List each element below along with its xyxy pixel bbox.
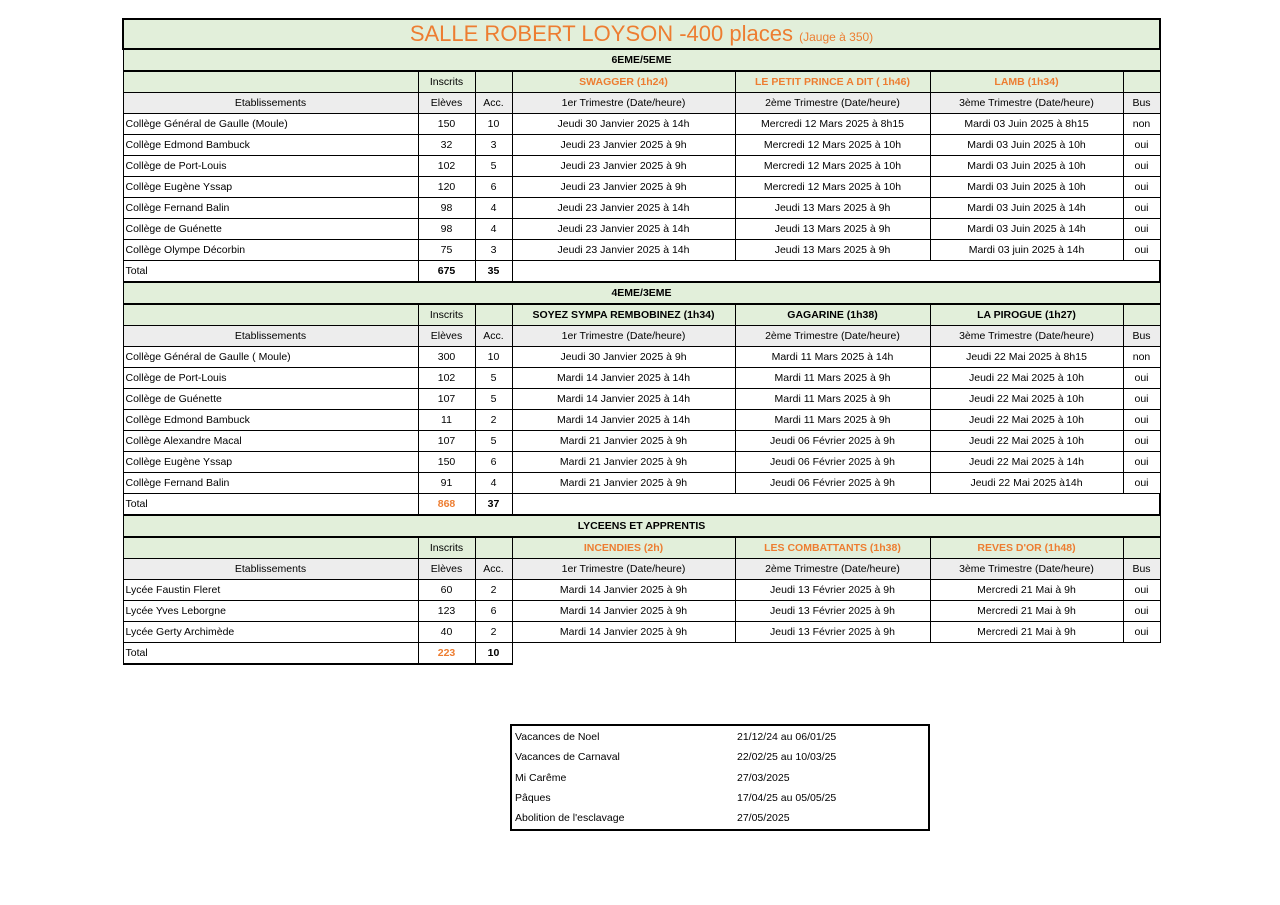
show-title: LA PIROGUE (1h27) xyxy=(930,304,1123,326)
date-t3: Mardi 03 Juin 2025 à 14h xyxy=(930,219,1123,240)
table-row xyxy=(123,135,1160,156)
date-t2: Mardi 11 Mars 2025 à 9h xyxy=(735,410,930,431)
total-row xyxy=(123,494,1160,516)
school-name: Collège Edmond Bambuck xyxy=(123,135,418,156)
holiday-row xyxy=(512,747,928,767)
bus-value: oui xyxy=(1123,452,1160,473)
school-name: Lycée Yves Leborgne xyxy=(123,601,418,622)
empty-cell xyxy=(123,304,418,326)
eleves-count: 102 xyxy=(418,156,475,177)
bus-value: oui xyxy=(1123,431,1160,452)
eleves-count: 11 xyxy=(418,410,475,431)
school-name: Lycée Faustin Fleret xyxy=(123,580,418,601)
date-t1: Jeudi 23 Janvier 2025 à 9h xyxy=(512,156,735,177)
trimester-2-header: 2ème Trimestre (Date/heure) xyxy=(735,326,930,347)
table-row xyxy=(123,219,1160,240)
date-t1: Jeudi 23 Janvier 2025 à 9h xyxy=(512,177,735,198)
date-t1: Jeudi 30 Janvier 2025 à 9h xyxy=(512,347,735,368)
section-header-row xyxy=(123,49,1160,71)
bus-value: oui xyxy=(1123,177,1160,198)
trimester-2-header: 2ème Trimestre (Date/heure) xyxy=(735,93,930,114)
holidays-box xyxy=(510,724,930,831)
table-row xyxy=(123,410,1160,431)
trimester-1-header: 1er Trimestre (Date/heure) xyxy=(512,326,735,347)
date-t1: Jeudi 30 Janvier 2025 à 14h xyxy=(512,114,735,135)
bus-value: oui xyxy=(1123,240,1160,261)
table-row xyxy=(123,156,1160,177)
eleves-count: 98 xyxy=(418,198,475,219)
bus-value: oui xyxy=(1123,219,1160,240)
date-t2: Mardi 11 Mars 2025 à 14h xyxy=(735,347,930,368)
date-t2: Jeudi 06 Février 2025 à 9h xyxy=(735,452,930,473)
bus-value: oui xyxy=(1123,389,1160,410)
eleves-count: 150 xyxy=(418,452,475,473)
school-name: Collège de Guénette xyxy=(123,389,418,410)
eleves-count: 120 xyxy=(418,177,475,198)
table-row xyxy=(123,622,1160,643)
date-t3: Jeudi 22 Mai 2025 à 8h15 xyxy=(930,347,1123,368)
date-t2: Mardi 11 Mars 2025 à 9h xyxy=(735,368,930,389)
table-row xyxy=(123,347,1160,368)
table-row xyxy=(123,431,1160,452)
acc-count: 3 xyxy=(475,240,512,261)
date-t2: Jeudi 13 Février 2025 à 9h xyxy=(735,601,930,622)
date-t3: Mardi 03 Juin 2025 à 14h xyxy=(930,198,1123,219)
date-t1: Mardi 14 Janvier 2025 à 14h xyxy=(512,389,735,410)
show-title: SOYEZ SYMPA REMBOBINEZ (1h34) xyxy=(512,304,735,326)
table-row xyxy=(123,452,1160,473)
holiday-name: Abolition de l'esclavage xyxy=(515,812,625,825)
table-row xyxy=(123,601,1160,622)
empty-cell xyxy=(123,537,418,559)
bus-value: oui xyxy=(1123,473,1160,494)
total-label: Total xyxy=(123,261,418,283)
bus-header: Bus xyxy=(1123,326,1160,347)
table-row xyxy=(123,368,1160,389)
date-t2: Jeudi 06 Février 2025 à 9h xyxy=(735,431,930,452)
school-name: Collège Général de Gaulle (Moule) xyxy=(123,114,418,135)
show-title: REVES D'OR (1h48) xyxy=(930,537,1123,559)
empty-cell xyxy=(123,71,418,93)
section-title: LYCEENS ET APPRENTIS xyxy=(123,515,1160,537)
eleves-count: 60 xyxy=(418,580,475,601)
etablissements-header: Etablissements xyxy=(123,559,418,580)
school-name: Collège Olympe Décorbin xyxy=(123,240,418,261)
total-acc: 37 xyxy=(475,494,512,516)
bus-value: non xyxy=(1123,347,1160,368)
eleves-count: 300 xyxy=(418,347,475,368)
bus-value: oui xyxy=(1123,135,1160,156)
show-title: GAGARINE (1h38) xyxy=(735,304,930,326)
date-t3: Mardi 03 Juin 2025 à 8h15 xyxy=(930,114,1123,135)
eleves-header: Elèves xyxy=(418,326,475,347)
empty-cell xyxy=(475,304,512,326)
school-name: Collège Fernand Balin xyxy=(123,473,418,494)
acc-count: 2 xyxy=(475,580,512,601)
acc-count: 4 xyxy=(475,198,512,219)
date-t1: Mardi 14 Janvier 2025 à 14h xyxy=(512,368,735,389)
bus-value: oui xyxy=(1123,622,1160,643)
acc-count: 5 xyxy=(475,389,512,410)
date-t3: Mardi 03 Juin 2025 à 10h xyxy=(930,177,1123,198)
empty-cell xyxy=(1123,537,1160,559)
acc-count: 2 xyxy=(475,622,512,643)
show-titles-row xyxy=(123,71,1160,93)
total-acc: 10 xyxy=(475,643,512,665)
total-acc: 35 xyxy=(475,261,512,283)
table-row xyxy=(123,240,1160,261)
empty-cell xyxy=(475,71,512,93)
acc-count: 10 xyxy=(475,347,512,368)
date-t2: Mercredi 12 Mars 2025 à 10h xyxy=(735,177,930,198)
holiday-row xyxy=(512,788,928,808)
total-eleves: 868 xyxy=(418,494,475,516)
trimester-3-header: 3ème Trimestre (Date/heure) xyxy=(930,559,1123,580)
school-name: Collège de Port-Louis xyxy=(123,156,418,177)
total-eleves: 223 xyxy=(418,643,475,665)
acc-count: 10 xyxy=(475,114,512,135)
eleves-count: 40 xyxy=(418,622,475,643)
date-t2: Mercredi 12 Mars 2025 à 8h15 xyxy=(735,114,930,135)
acc-count: 4 xyxy=(475,473,512,494)
empty-cell xyxy=(512,643,1160,665)
empty-cell xyxy=(475,537,512,559)
date-t3: Mardi 03 Juin 2025 à 10h xyxy=(930,135,1123,156)
column-headers-row xyxy=(123,93,1160,114)
holiday-dates: 22/02/25 au 10/03/25 xyxy=(737,751,837,764)
show-title: LES COMBATTANTS (1h38) xyxy=(735,537,930,559)
eleves-count: 32 xyxy=(418,135,475,156)
table-row xyxy=(123,198,1160,219)
date-t2: Mercredi 12 Mars 2025 à 10h xyxy=(735,156,930,177)
acc-header: Acc. xyxy=(475,326,512,347)
date-t1: Mardi 14 Janvier 2025 à 14h xyxy=(512,410,735,431)
trimester-3-header: 3ème Trimestre (Date/heure) xyxy=(930,326,1123,347)
holiday-row xyxy=(512,727,928,747)
eleves-header: Elèves xyxy=(418,93,475,114)
acc-count: 2 xyxy=(475,410,512,431)
date-t3: Jeudi 22 Mai 2025 à14h xyxy=(930,473,1123,494)
acc-count: 6 xyxy=(475,601,512,622)
school-name: Collège Général de Gaulle ( Moule) xyxy=(123,347,418,368)
date-t2: Jeudi 13 Mars 2025 à 9h xyxy=(735,240,930,261)
bus-value: oui xyxy=(1123,198,1160,219)
inscrits-header: Inscrits xyxy=(418,304,475,326)
bus-value: oui xyxy=(1123,156,1160,177)
school-name: Collège de Guénette xyxy=(123,219,418,240)
title-main: SALLE ROBERT LOYSON -400 places xyxy=(409,21,793,46)
school-name: Collège Edmond Bambuck xyxy=(123,410,418,431)
bus-header: Bus xyxy=(1123,559,1160,580)
date-t1: Mardi 14 Janvier 2025 à 9h xyxy=(512,601,735,622)
bus-value: oui xyxy=(1123,410,1160,431)
eleves-count: 107 xyxy=(418,431,475,452)
eleves-count: 91 xyxy=(418,473,475,494)
date-t1: Mardi 21 Janvier 2025 à 9h xyxy=(512,431,735,452)
date-t2: Jeudi 13 Mars 2025 à 9h xyxy=(735,198,930,219)
inscrits-header: Inscrits xyxy=(418,537,475,559)
date-t1: Jeudi 23 Janvier 2025 à 9h xyxy=(512,135,735,156)
acc-count: 5 xyxy=(475,156,512,177)
bus-value: oui xyxy=(1123,580,1160,601)
eleves-count: 107 xyxy=(418,389,475,410)
acc-count: 3 xyxy=(475,135,512,156)
date-t3: Jeudi 22 Mai 2025 à 10h xyxy=(930,431,1123,452)
show-title: SWAGGER (1h24) xyxy=(512,71,735,93)
date-t2: Jeudi 13 Février 2025 à 9h xyxy=(735,580,930,601)
section-title: 4EME/3EME xyxy=(123,282,1160,304)
eleves-count: 150 xyxy=(418,114,475,135)
eleves-count: 98 xyxy=(418,219,475,240)
school-name: Collège de Port-Louis xyxy=(123,368,418,389)
total-row xyxy=(123,643,1160,665)
acc-header: Acc. xyxy=(475,559,512,580)
date-t1: Jeudi 23 Janvier 2025 à 14h xyxy=(512,240,735,261)
holiday-name: Mi Carême xyxy=(515,771,567,784)
holiday-name: Pâques xyxy=(515,792,551,805)
date-t1: Mardi 21 Janvier 2025 à 9h xyxy=(512,452,735,473)
acc-header: Acc. xyxy=(475,93,512,114)
bus-value: oui xyxy=(1123,601,1160,622)
holiday-name: Vacances de Carnaval xyxy=(515,751,620,764)
date-t3: Jeudi 22 Mai 2025 à 10h xyxy=(930,389,1123,410)
total-label: Total xyxy=(123,494,418,516)
acc-count: 5 xyxy=(475,368,512,389)
table-row xyxy=(123,580,1160,601)
bus-header: Bus xyxy=(1123,93,1160,114)
holiday-row xyxy=(512,808,928,828)
date-t3: Jeudi 22 Mai 2025 à 14h xyxy=(930,452,1123,473)
empty-cell xyxy=(1123,304,1160,326)
section-header-row xyxy=(123,515,1160,537)
holiday-name: Vacances de Noel xyxy=(515,731,600,744)
table-row xyxy=(123,389,1160,410)
table-row xyxy=(123,177,1160,198)
table-row xyxy=(123,114,1160,135)
acc-count: 6 xyxy=(475,452,512,473)
total-eleves: 675 xyxy=(418,261,475,283)
show-title: LAMB (1h34) xyxy=(930,71,1123,93)
acc-count: 6 xyxy=(475,177,512,198)
section-header-row xyxy=(123,282,1160,304)
holiday-dates: 17/04/25 au 05/05/25 xyxy=(737,792,837,805)
date-t1: Mardi 21 Janvier 2025 à 9h xyxy=(512,473,735,494)
show-title: LE PETIT PRINCE A DIT ( 1h46) xyxy=(735,71,930,93)
date-t3: Mercredi 21 Mai à 9h xyxy=(930,622,1123,643)
date-t2: Mercredi 12 Mars 2025 à 10h xyxy=(735,135,930,156)
date-t2: Jeudi 13 Mars 2025 à 9h xyxy=(735,219,930,240)
schedule-sheet xyxy=(122,18,1159,665)
eleves-count: 75 xyxy=(418,240,475,261)
etablissements-header: Etablissements xyxy=(123,93,418,114)
school-name: Lycée Gerty Archimède xyxy=(123,622,418,643)
eleves-count: 102 xyxy=(418,368,475,389)
empty-cell xyxy=(512,494,1160,516)
title-row xyxy=(123,19,1160,49)
date-t3: Jeudi 22 Mai 2025 à 10h xyxy=(930,410,1123,431)
trimester-2-header: 2ème Trimestre (Date/heure) xyxy=(735,559,930,580)
date-t3: Mardi 03 Juin 2025 à 10h xyxy=(930,156,1123,177)
holiday-dates: 21/12/24 au 06/01/25 xyxy=(737,731,837,744)
inscrits-header: Inscrits xyxy=(418,71,475,93)
section-title: 6EME/5EME xyxy=(123,49,1160,71)
date-t3: Mardi 03 juin 2025 à 14h xyxy=(930,240,1123,261)
holiday-dates: 27/05/2025 xyxy=(737,812,790,825)
schedule-table xyxy=(122,18,1161,665)
trimester-1-header: 1er Trimestre (Date/heure) xyxy=(512,93,735,114)
bus-value: non xyxy=(1123,114,1160,135)
date-t3: Mercredi 21 Mai à 9h xyxy=(930,580,1123,601)
page-title xyxy=(123,19,1160,49)
school-name: Collège Alexandre Macal xyxy=(123,431,418,452)
eleves-count: 123 xyxy=(418,601,475,622)
school-name: Collège Eugène Yssap xyxy=(123,452,418,473)
column-headers-row xyxy=(123,326,1160,347)
date-t3: Mercredi 21 Mai à 9h xyxy=(930,601,1123,622)
show-titles-row xyxy=(123,537,1160,559)
eleves-header: Elèves xyxy=(418,559,475,580)
school-name: Collège Fernand Balin xyxy=(123,198,418,219)
column-headers-row xyxy=(123,559,1160,580)
holiday-dates: 27/03/2025 xyxy=(737,771,790,784)
table-row xyxy=(123,473,1160,494)
etablissements-header: Etablissements xyxy=(123,326,418,347)
date-t1: Mardi 14 Janvier 2025 à 9h xyxy=(512,580,735,601)
acc-count: 5 xyxy=(475,431,512,452)
title-note: (Jauge à 350) xyxy=(799,30,874,44)
empty-cell xyxy=(1123,71,1160,93)
empty-cell xyxy=(512,261,1160,283)
trimester-3-header: 3ème Trimestre (Date/heure) xyxy=(930,93,1123,114)
acc-count: 4 xyxy=(475,219,512,240)
date-t3: Jeudi 22 Mai 2025 à 10h xyxy=(930,368,1123,389)
holiday-row xyxy=(512,768,928,788)
show-titles-row xyxy=(123,304,1160,326)
date-t1: Jeudi 23 Janvier 2025 à 14h xyxy=(512,219,735,240)
date-t2: Jeudi 06 Février 2025 à 9h xyxy=(735,473,930,494)
total-label: Total xyxy=(123,643,418,665)
show-title: INCENDIES (2h) xyxy=(512,537,735,559)
bus-value: oui xyxy=(1123,368,1160,389)
date-t2: Mardi 11 Mars 2025 à 9h xyxy=(735,389,930,410)
total-row xyxy=(123,261,1160,283)
date-t2: Jeudi 13 Février 2025 à 9h xyxy=(735,622,930,643)
trimester-1-header: 1er Trimestre (Date/heure) xyxy=(512,559,735,580)
school-name: Collège Eugène Yssap xyxy=(123,177,418,198)
date-t1: Jeudi 23 Janvier 2025 à 14h xyxy=(512,198,735,219)
date-t1: Mardi 14 Janvier 2025 à 9h xyxy=(512,622,735,643)
